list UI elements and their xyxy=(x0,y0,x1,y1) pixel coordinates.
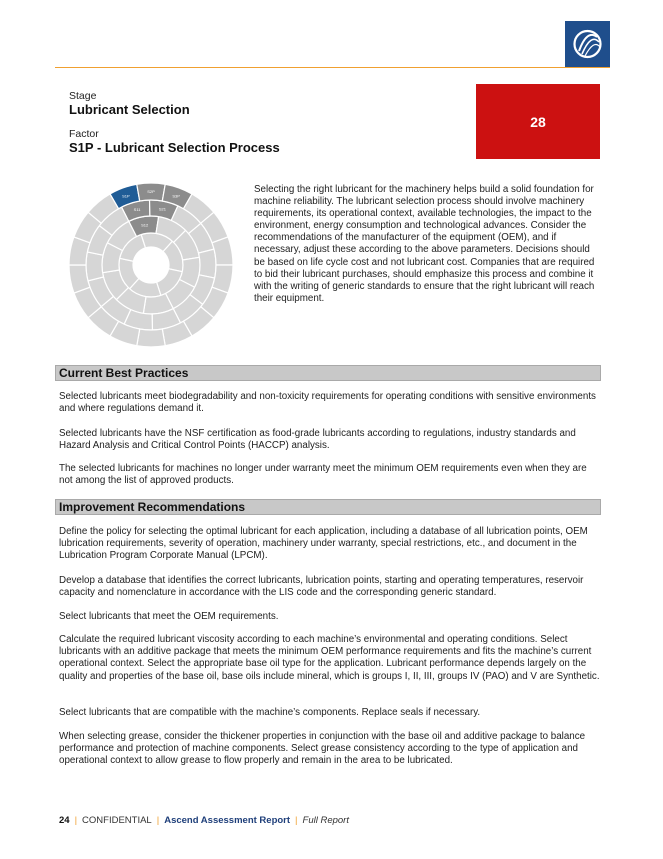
recommendations-header: Improvement Recommendations xyxy=(55,499,601,515)
report-name: Ascend Assessment Report xyxy=(164,815,291,826)
factor-label: Factor xyxy=(69,128,99,140)
sunburst-segment xyxy=(86,252,103,281)
recommendation-item: When selecting grease, consider the thickener properties in conjunction with the base oil and additive package to balance performance and protection of machine components. Select grease consistency according to the type of application and operational context to allow grease to flow properly and remain in the area to be lubricated. xyxy=(59,731,586,767)
report-edition: Full Report xyxy=(302,815,349,826)
sunburst-segment-label: S1P xyxy=(122,193,130,199)
page-footer: 24 | CONFIDENTIAL | Ascend Assessment Report | Full Report xyxy=(59,815,349,826)
factor-value: S1P - Lubricant Selection Process xyxy=(69,140,280,155)
recommendation-item: Select lubricants that are compatible with the machine’s components. Replace seals if necessary. xyxy=(59,707,481,718)
score-badge xyxy=(476,84,600,159)
stage-value: Lubricant Selection xyxy=(69,102,190,117)
best-practice-item: Selected lubricants have the NSF certification as food-grade lubricants according to regulations, industry standards and Hazard Analysis and Critical Control Points (HACCP) analysis. xyxy=(59,428,576,452)
recommendation-item: Define the policy for selecting the optimal lubricant for each application, including a database of all lubrication points, OEM lubrication requirements, severity of operation, machinery under warranty, special restrictions, etc., and document in the Lubrication Program Corporate Manual (LPCM). xyxy=(59,526,588,562)
best-practices-header: Current Best Practices xyxy=(55,365,601,381)
stage-label: Stage xyxy=(69,90,97,102)
best-practice-item: Selected lubricants meet biodegradability and non-toxicity requirements for operating conditions with sensitive environments and where regulations demand it. xyxy=(59,391,596,415)
sunburst-segment-label: S3P xyxy=(172,193,180,199)
page-number: 24 xyxy=(59,815,70,826)
recommendation-item: Calculate the required lubricant viscosity according to each machine’s environmental and operating conditions. Select lubricants with an additive package that meets the minimum OEM performance requirements and fits the machine’s current operational context. Select the appropriate base oil type for the application. Lubricant performance depends largely on the quality and properties of the base oil, base oils include mineral, which is groups I, II, III, groups IV (PAO) and V are Synthetic. xyxy=(59,634,600,682)
sunburst-segment xyxy=(199,249,216,278)
sunburst-segment-label: S2P xyxy=(147,189,155,194)
sunburst-segment xyxy=(137,329,165,347)
company-logo xyxy=(565,21,610,67)
sunburst-diagram xyxy=(68,182,234,348)
confidential-label: CONFIDENTIAL xyxy=(82,815,152,826)
score-value: 28 xyxy=(530,113,546,130)
recommendation-item: Select lubricants that meet the OEM requirements. xyxy=(59,611,279,622)
header-divider xyxy=(55,67,610,68)
intro-paragraph: Selecting the right lubricant for the machinery helps build a solid foundation for machine reliability. The lubricant selection process should involve machinery requirements, its operational context, available technologies, the impact to the environment, energy consumption and technological advances. Consider the recommendations of the manufacturer of the equipment (OEM), and if necessary, adjust these according to the above parameters. Decisions should be based on life cycle cost and not lubricant cost. Companies that are required to bid their lubricant purchases, should emphasize this process and combine it with the writing of generic standards to ensure that the right lubricant will reach their equipment. xyxy=(254,184,595,304)
recommendation-item: Develop a database that identifies the correct lubricants, lubrication points, starting and operating temperatures, reservoir capacity and nomenclature in accordance with the LIS code and the corresponding generic standard. xyxy=(59,575,584,599)
sunburst-segment-label: S12 xyxy=(141,222,149,228)
sunburst-segment-label: S21 xyxy=(158,206,166,212)
sunburst-segment-label: S11 xyxy=(133,207,141,213)
best-practice-item: The selected lubricants for machines no longer under warranty meet the minimum OEM requirements even when they are not among the list of approved products. xyxy=(59,463,587,487)
